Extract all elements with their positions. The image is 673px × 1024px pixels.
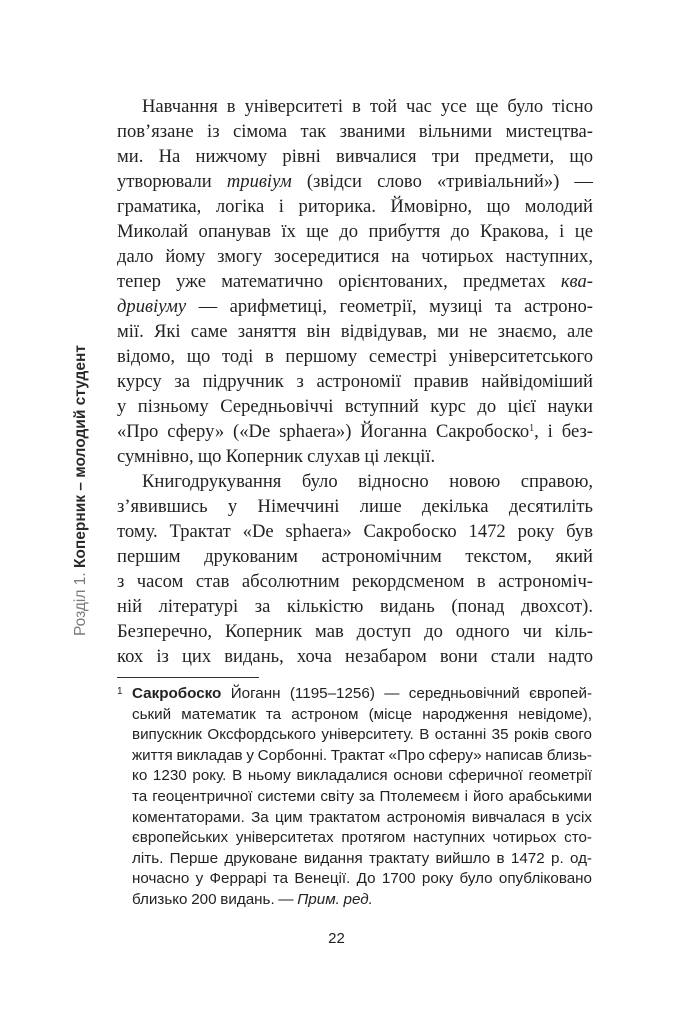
body-line: дривіуму — арифметиці, геометрії, музиці та астроно- (117, 296, 593, 317)
footnote-reference: 1 (529, 423, 535, 434)
footnote-line: життя викладав у Сорбонні. Трактат «Про сферу» написав близь- (132, 746, 592, 764)
body-line: ми. На нижчому рівні вивчалися три предмети, що (117, 146, 593, 167)
footnote-line: та геоцентричної системи світу за Птолемеєм і його арабськими (132, 788, 592, 805)
body-line: Безперечно, Коперник мав доступ до одного чи кіль- (117, 621, 593, 642)
running-head (72, 345, 90, 636)
italic-term: дривіуму (117, 296, 187, 317)
body-line: сумнівно, що Коперник слухав ці лекції. (117, 446, 436, 467)
body-line: граматика, логіка і риторика. Ймовірно, що молодий (117, 196, 593, 217)
footnote-line: Сакробоско Йоганн (1195–1256) — середньовічний європей- (132, 685, 592, 702)
body-line: тому. Трактат «De sphaera» Сакробоско 1472 року був (117, 521, 593, 542)
footnote-line: європейських університетах протягом наступних чотирьох сто- (132, 829, 592, 847)
footnote-marker: 1 (117, 686, 123, 697)
body-line: тепер уже математично орієнтованих, предметах ква- (117, 271, 593, 292)
footnote-line: ко 1230 року. В ньому викладалися основи сферичної геометрії (132, 767, 592, 785)
body-line: у пізньому Середньовіччі вступний курс до цієї науки (117, 396, 593, 417)
footnote-separator (117, 677, 259, 678)
body-line: відомо, що тоді в першому семестрі університетського (117, 346, 593, 367)
running-head-chapter: Розділ 1. (72, 572, 89, 636)
body-line: кох із цих видань, хоча незабаром вони стали надто (117, 646, 593, 667)
footnote-line: літь. Перше друковане видання трактату вийшло в 1472 р. од- (132, 849, 592, 867)
footnote-line: ський математик та астроном (місце народження невідоме), (132, 705, 592, 723)
body-line: з’явившись у Німеччині лише декілька десятиліть (117, 496, 593, 517)
italic-term: Прим. ред. (297, 891, 373, 908)
body-line: ній літературі за кількістю видань (понад двохсот). (117, 596, 593, 617)
body-line: дало йому змогу зосередитися на чотирьох наступних, (117, 246, 593, 267)
italic-term: тривіум (226, 171, 292, 192)
page-number: 22 (328, 930, 345, 947)
footnote-line: випускник Оксфордського університету. В останні 35 років свого (132, 726, 592, 744)
body-line: пов’язане із сімома так званими вільними мистецтва- (117, 121, 593, 142)
footnote-line: ночасно у Феррарі та Венеції. До 1700 року було опубліковано (132, 870, 592, 888)
body-line: з часом став абсолютним рекордсменом в астрономіч- (117, 571, 593, 592)
footnote-line: коментаторами. За цим трактатом астрономія вивчалася в усіх (132, 808, 592, 826)
body-line: Книгодрукування було відносно новою справою, (142, 471, 593, 492)
body-line: Навчання в університеті в той час усе ще було тісно (142, 96, 593, 117)
body-line: першим друкованим астрономічним текстом, який (117, 546, 593, 567)
body-line: курсу за підручник з астрономії правив найвідоміший (117, 371, 593, 392)
footnote-line: близько 200 видань. — Прим. ред. (132, 891, 373, 908)
body-line: утворювали тривіум (звідси слово «тривіальний») — (117, 171, 593, 192)
running-head-title: Коперник – молодий студент (72, 345, 89, 569)
italic-term: ква- (560, 271, 593, 292)
body-line: мії. Які саме заняття він відвідував, ми не знаємо, але (117, 321, 593, 342)
bold-term: Сакробоско (132, 685, 222, 702)
body-line: «Про сферу» («De sphaera») Йоганна Сакробоско$^1$, і без- (117, 421, 593, 442)
body-line: Миколай опанував їх ще до прибуття до Кракова, і це (117, 221, 593, 242)
